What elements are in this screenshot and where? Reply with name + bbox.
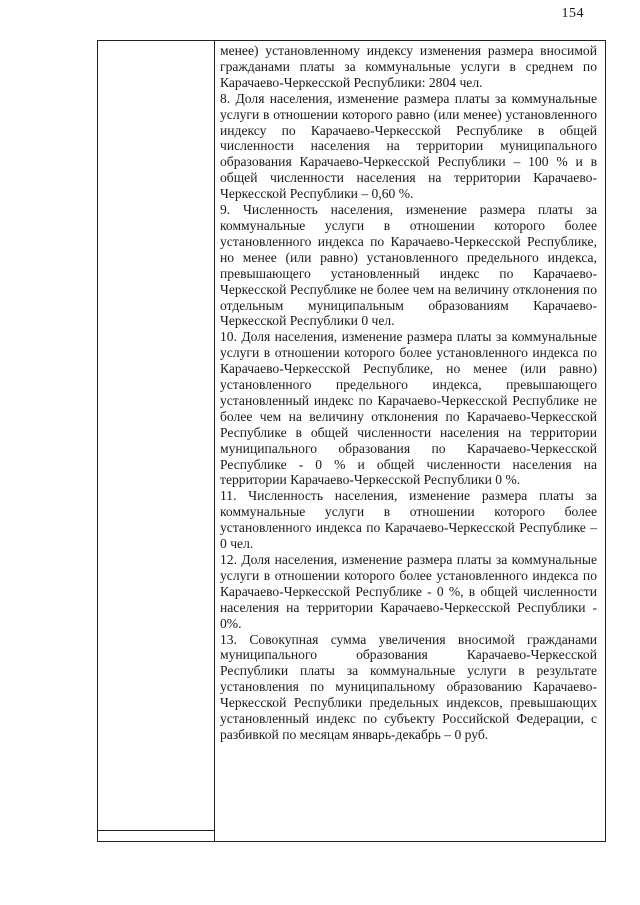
table-left-column (98, 41, 215, 841)
table-right-column (216, 41, 605, 743)
paragraph-item-9: 9. Численность населения, изменение размера платы за коммунальные услуги в отношении которого более установленного индекса по Карачаево-Черкесской Республике, но менее (или равно) установленного предельного индекса, превышающего установленный индекс по Карачаево-Черкесской Республике не более чем на величину отклонения по отдельным муниципальным образованиям Карачаево-Черкесской Республики 0 чел. (220, 202, 597, 329)
page-number: 154 (561, 6, 584, 21)
paragraph-item-11: 11. Численность населения, изменение размера платы за коммунальные услуги в отношении которого более установленного индекса по Карачаево-Черкесской Республике – 0 чел. (220, 488, 597, 552)
paragraph-item-12: 12. Доля населения, изменение размера платы за коммунальные услуги в отношении которого более установленного индекса по Карачаево-Черкесской Республике - 0 %, в общей численности населения на территории Карачаево-Черкесской Республики - 0%. (220, 552, 597, 631)
paragraph-item-13: 13. Совокупная сумма увеличения вносимой гражданами муниципального образования Карачаево-Черкесской Республики платы за коммунальные услуги в результате установления по муниципальному образованию Карачаево-Черкесской Республики предельных индексов, превышающих установленный индекс по субъекту Российской Федерации, с разбивкой по месяцам январь-декабрь – 0 руб. (220, 631, 597, 742)
paragraph-item-10: 10. Доля населения, изменение размера платы за коммунальные услуги в отношении которого более установленного индекса по Карачаево-Черкесской Республике, но менее (или равно) установленного предельного индекса, превышающего установленный индекс по Карачаево-Черкесской Республике не более чем на величину отклонения по Карачаево-Черкесской Республике в общей численности населения на территории муниципального образования по Карачаево-Черкесской Республике - 0 % и общей численности населения на территории Карачаево-Черкесской Республики 0 %. (220, 329, 597, 488)
row-divider (98, 830, 214, 831)
document-table (97, 40, 606, 842)
paragraph-continuation: менее) установленному индексу изменения размера вносимой гражданами платы за коммунальные услуги в среднем по Карачаево-Черкесской Республики: 2804 чел. (220, 43, 597, 90)
paragraph-item-8: 8. Доля населения, изменение размера платы за коммунальные услуги в отношении которого равно (или менее) установленного индексу по Карачаево-Черкесской Республике в общей численности населения на территории муниципального образования Карачаево-Черкесской Республики – 100 % и в общей численности населения на территории Карачаево-Черкесской Республики – 0,60 %. (220, 90, 597, 202)
